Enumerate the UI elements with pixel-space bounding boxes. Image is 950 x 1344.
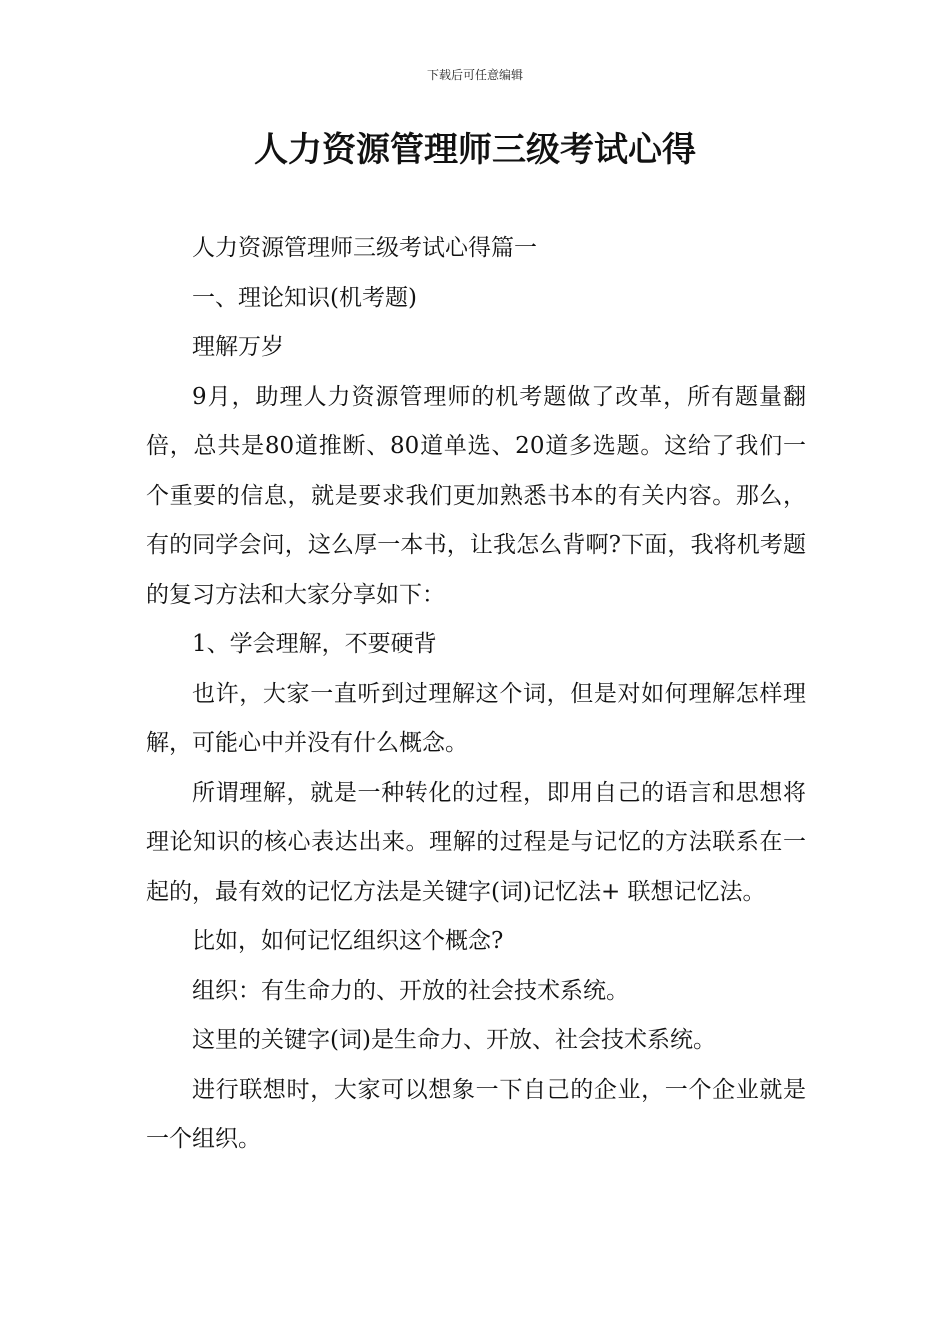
paragraph: 这里的关键字(词)是生命力、开放、社会技术系统。 <box>192 1027 716 1053</box>
document-body <box>146 224 806 1165</box>
paragraph: 组织：有生命力的、开放的社会技术系统。 <box>192 977 629 1004</box>
paragraph: 比如，如何记忆组织这个概念? <box>192 928 504 954</box>
list-heading: 1、学会理解，不要硬背 <box>192 631 437 657</box>
paragraph: 也许，大家一直听到过理解这个词，但是对如何理解怎样理解，可能心中并没有什么概念。 <box>146 680 806 756</box>
paragraph: 9月，助理人力资源管理师的机考题做了改革，所有题量翻倍，总共是80道推断、80道单选、20道多选题。这给了我们一个重要的信息，就是要求我们更加熟悉书本的有关内容。那么，有的同学会问，这么厚一本书，让我怎么背啊?下面，我将机考题的复习方法和大家分享如下： <box>146 383 806 608</box>
subsection-heading: 一、理论知识(机考题) <box>192 284 417 311</box>
topic-heading: 理解万岁 <box>192 334 284 360</box>
header-note: 下载后可任意编辑 <box>426 68 523 82</box>
paragraph: 进行联想时，大家可以想象一下自己的企业，一个企业就是一个组织。 <box>146 1076 806 1152</box>
section-heading: 人力资源管理师三级考试心得篇一 <box>192 235 537 261</box>
paragraph: 所谓理解，就是一种转化的过程，即用自己的语言和思想将理论知识的核心表达出来。理解的过程是与记忆的方法联系在一起的，最有效的记忆方法是关键字(词)记忆法+ 联想记忆法。 <box>146 779 806 905</box>
document-title: 人力资源管理师三级考试心得 <box>254 130 696 170</box>
